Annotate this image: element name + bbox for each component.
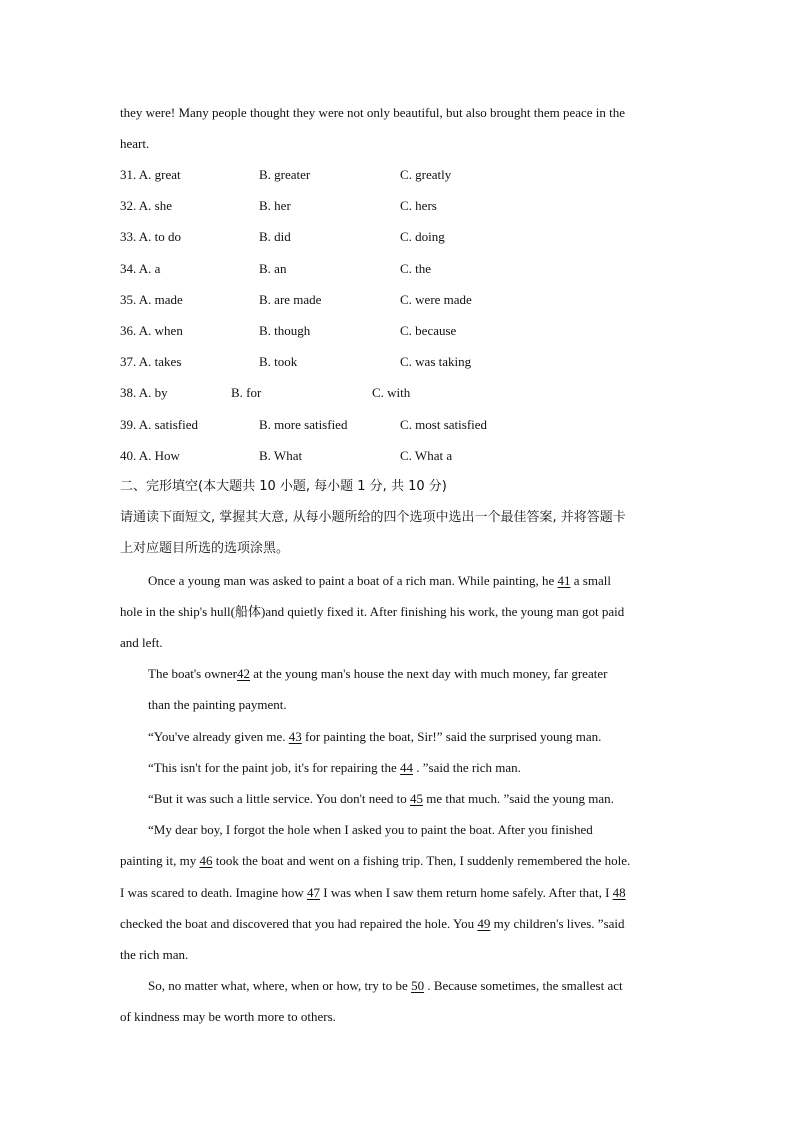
option-b: B. did — [259, 229, 291, 244]
blank-47: 47 — [307, 885, 320, 900]
option-c: C. hers — [400, 198, 437, 213]
text: my children's lives. ”said — [490, 916, 625, 931]
text: me that much. ”said the young man. — [422, 791, 614, 806]
text: painting it, my — [120, 853, 200, 868]
blank-41: 41 — [557, 573, 571, 588]
option-a: 37. A. takes — [120, 354, 182, 369]
option-b: B. took — [259, 354, 298, 369]
text: “You've already given me. — [148, 729, 289, 744]
passage-line — [148, 666, 607, 682]
passage-line: hole in the ship's hull(船体)and quietly fixed it. After finishing his work, the young man got paid — [120, 604, 625, 619]
passage-line — [148, 978, 623, 994]
passage-line — [120, 853, 630, 869]
blank-43: 43 — [288, 729, 302, 744]
blank-50: 50 — [411, 978, 425, 993]
option-a: 33. A. to do — [120, 229, 182, 244]
option-a: 39. A. satisfied — [120, 417, 198, 432]
blank-42: 42 — [236, 666, 250, 681]
intro-text-1: they were! Many people thought they were not only beautiful, but also brought them peace in the — [120, 105, 626, 120]
text: The boat's owner — [148, 666, 237, 681]
option-b: B. more satisfied — [259, 417, 348, 432]
text: . Because sometimes, the smallest act — [424, 978, 623, 993]
option-c: C. were made — [400, 292, 472, 307]
text: . ”said the rich man. — [413, 760, 521, 775]
option-c: C. because — [400, 323, 457, 338]
option-a: 34. A. a — [120, 261, 161, 276]
text: I was scared to death. Imagine how — [120, 885, 307, 900]
intro-line-2: heart. — [120, 136, 150, 151]
option-b: B. for — [231, 385, 262, 400]
option-a: 36. A. when — [120, 323, 183, 338]
text: a small — [570, 573, 611, 588]
text: for painting the boat, Sir!” said the surprised young man. — [301, 729, 602, 744]
text: “But it was such a little service. You don't need to — [148, 791, 410, 806]
section-instruction-2: 上对应题目所选的选项涂黑。 — [120, 541, 290, 556]
option-c: C. the — [400, 261, 432, 276]
blank-49: 49 — [477, 916, 491, 931]
blank-44: 44 — [400, 760, 413, 775]
passage-line — [120, 885, 626, 901]
option-b: B. What — [259, 448, 303, 463]
passage-line — [148, 791, 614, 807]
text: So, no matter what, where, when or how, try to be — [148, 978, 412, 993]
option-a: 35. A. made — [120, 292, 183, 307]
option-a: 40. A. How — [120, 448, 180, 463]
blank-46: 46 — [199, 853, 213, 868]
option-c: C. greatly — [400, 167, 452, 182]
passage-line: the rich man. — [120, 947, 189, 962]
passage-line — [148, 573, 611, 589]
blank-45: 45 — [409, 791, 423, 806]
option-c: C. What a — [400, 448, 453, 463]
blank-48: 48 — [612, 885, 626, 900]
passage-line: “My dear boy, I forgot the hole when I asked you to paint the boat. After you finished — [148, 822, 593, 837]
section-instruction-1: 请通读下面短文, 掌握其大意, 从每小题所给的四个选项中选出一个最佳答案, 并将答题卡 — [120, 510, 626, 525]
passage-line: than the painting payment. — [148, 697, 287, 712]
text: took the boat and went on a fishing trip. Then, I suddenly remembered the hole. — [212, 853, 631, 868]
option-b: B. an — [259, 261, 287, 276]
passage-line: and left. — [120, 635, 163, 650]
intro-line-1 — [120, 105, 674, 121]
option-c: C. with — [372, 385, 411, 400]
passage-line — [148, 760, 521, 776]
text: Once a young man was asked to paint a boat of a rich man. While painting, he — [148, 573, 558, 588]
option-c: C. most satisfied — [400, 417, 488, 432]
section-heading: 二、完形填空(本大题共 10 小题, 每小题 1 分, 共 10 分) — [120, 479, 447, 494]
text: at the young man's house the next day with much money, far greater — [249, 666, 608, 681]
passage-line — [148, 729, 601, 745]
option-b: B. her — [259, 198, 291, 213]
text: I was when I saw them return home safely. After that, I — [320, 885, 613, 900]
option-a: 32. A. she — [120, 198, 172, 213]
option-b: B. though — [259, 323, 311, 338]
option-a: 38. A. by — [120, 385, 168, 400]
text: checked the boat and discovered that you had repaired the hole. You — [120, 916, 478, 931]
passage-line: of kindness may be worth more to others. — [120, 1009, 336, 1024]
option-c: C. was taking — [400, 354, 472, 369]
text: “This isn't for the paint job, it's for repairing the — [148, 760, 400, 775]
option-a: 31. A. great — [120, 167, 181, 182]
option-c: C. doing — [400, 229, 445, 244]
option-b: B. are made — [259, 292, 322, 307]
passage-line — [120, 916, 625, 932]
option-b: B. greater — [259, 167, 311, 182]
